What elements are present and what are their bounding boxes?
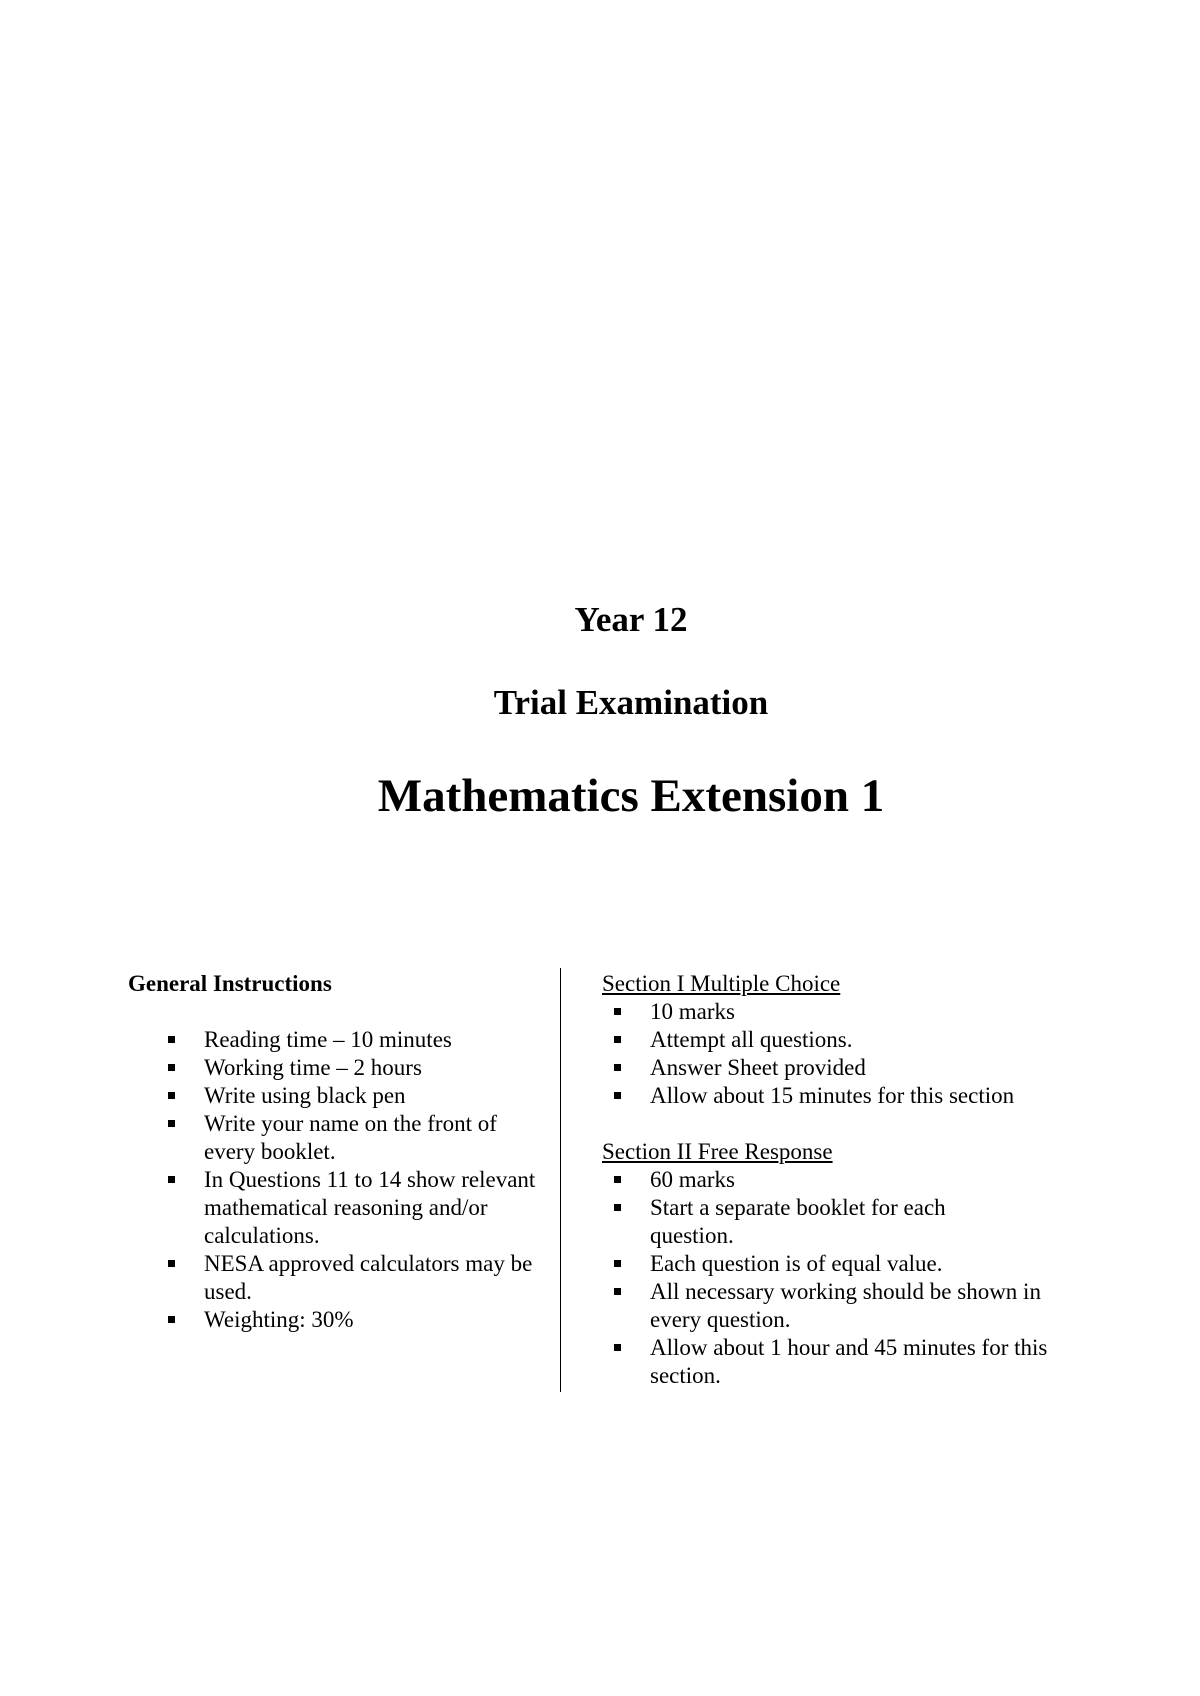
column-divider bbox=[560, 968, 561, 1392]
square-bullet-icon bbox=[614, 1260, 621, 1267]
square-bullet-icon bbox=[168, 1316, 175, 1323]
section-2-list bbox=[608, 1166, 1062, 1390]
square-bullet-icon bbox=[614, 1036, 621, 1043]
square-bullet-icon bbox=[614, 1176, 621, 1183]
list-item: Allow about 15 minutes for this section bbox=[608, 1082, 1062, 1110]
list-item: Working time – 2 hours bbox=[162, 1054, 538, 1082]
general-instructions bbox=[128, 970, 538, 1334]
list-item: Attempt all questions. bbox=[608, 1026, 1062, 1054]
square-bullet-icon bbox=[168, 1260, 175, 1267]
subject-title: Mathematics Extension 1 bbox=[377, 770, 885, 822]
square-bullet-icon bbox=[614, 1288, 621, 1295]
list-item: Write your name on the front of every booklet. bbox=[162, 1110, 534, 1166]
square-bullet-icon bbox=[168, 1176, 175, 1183]
list-item: All necessary working should be shown in every question. bbox=[608, 1278, 1090, 1334]
square-bullet-icon bbox=[168, 1092, 175, 1099]
general-instructions-list bbox=[162, 1026, 538, 1334]
section-1-heading: Section I Multiple Choice bbox=[602, 971, 841, 996]
square-bullet-icon bbox=[614, 1344, 621, 1351]
square-bullet-icon bbox=[168, 1120, 175, 1127]
list-item: Each question is of equal value. bbox=[608, 1250, 1062, 1278]
square-bullet-icon bbox=[168, 1036, 175, 1043]
list-item: Allow about 1 hour and 45 minutes for this section. bbox=[608, 1334, 1090, 1390]
list-item: In Questions 11 to 14 show relevant mathematical reasoning and/or calculations. bbox=[162, 1166, 544, 1250]
list-item: Write using black pen bbox=[162, 1082, 538, 1110]
list-item: Answer Sheet provided bbox=[608, 1054, 1062, 1082]
general-instructions-heading: General Instructions bbox=[128, 971, 332, 996]
year-title: Year 12 bbox=[574, 600, 688, 639]
list-item: 10 marks bbox=[608, 998, 1062, 1026]
list-item: 60 marks bbox=[608, 1166, 1062, 1194]
exam-sections bbox=[602, 970, 1062, 1390]
square-bullet-icon bbox=[614, 1092, 621, 1099]
square-bullet-icon bbox=[168, 1064, 175, 1071]
section-2-heading: Section II Free Response bbox=[602, 1139, 833, 1164]
list-item: Start a separate booklet for each question. bbox=[608, 1194, 1030, 1250]
exam-type-title: Trial Examination bbox=[493, 683, 769, 722]
list-item: Reading time – 10 minutes bbox=[162, 1026, 538, 1054]
list-item: Weighting: 30% bbox=[162, 1306, 538, 1334]
section-1-list bbox=[608, 998, 1062, 1110]
square-bullet-icon bbox=[614, 1008, 621, 1015]
list-item: NESA approved calculators may be used. bbox=[162, 1250, 544, 1306]
square-bullet-icon bbox=[614, 1064, 621, 1071]
square-bullet-icon bbox=[614, 1204, 621, 1211]
